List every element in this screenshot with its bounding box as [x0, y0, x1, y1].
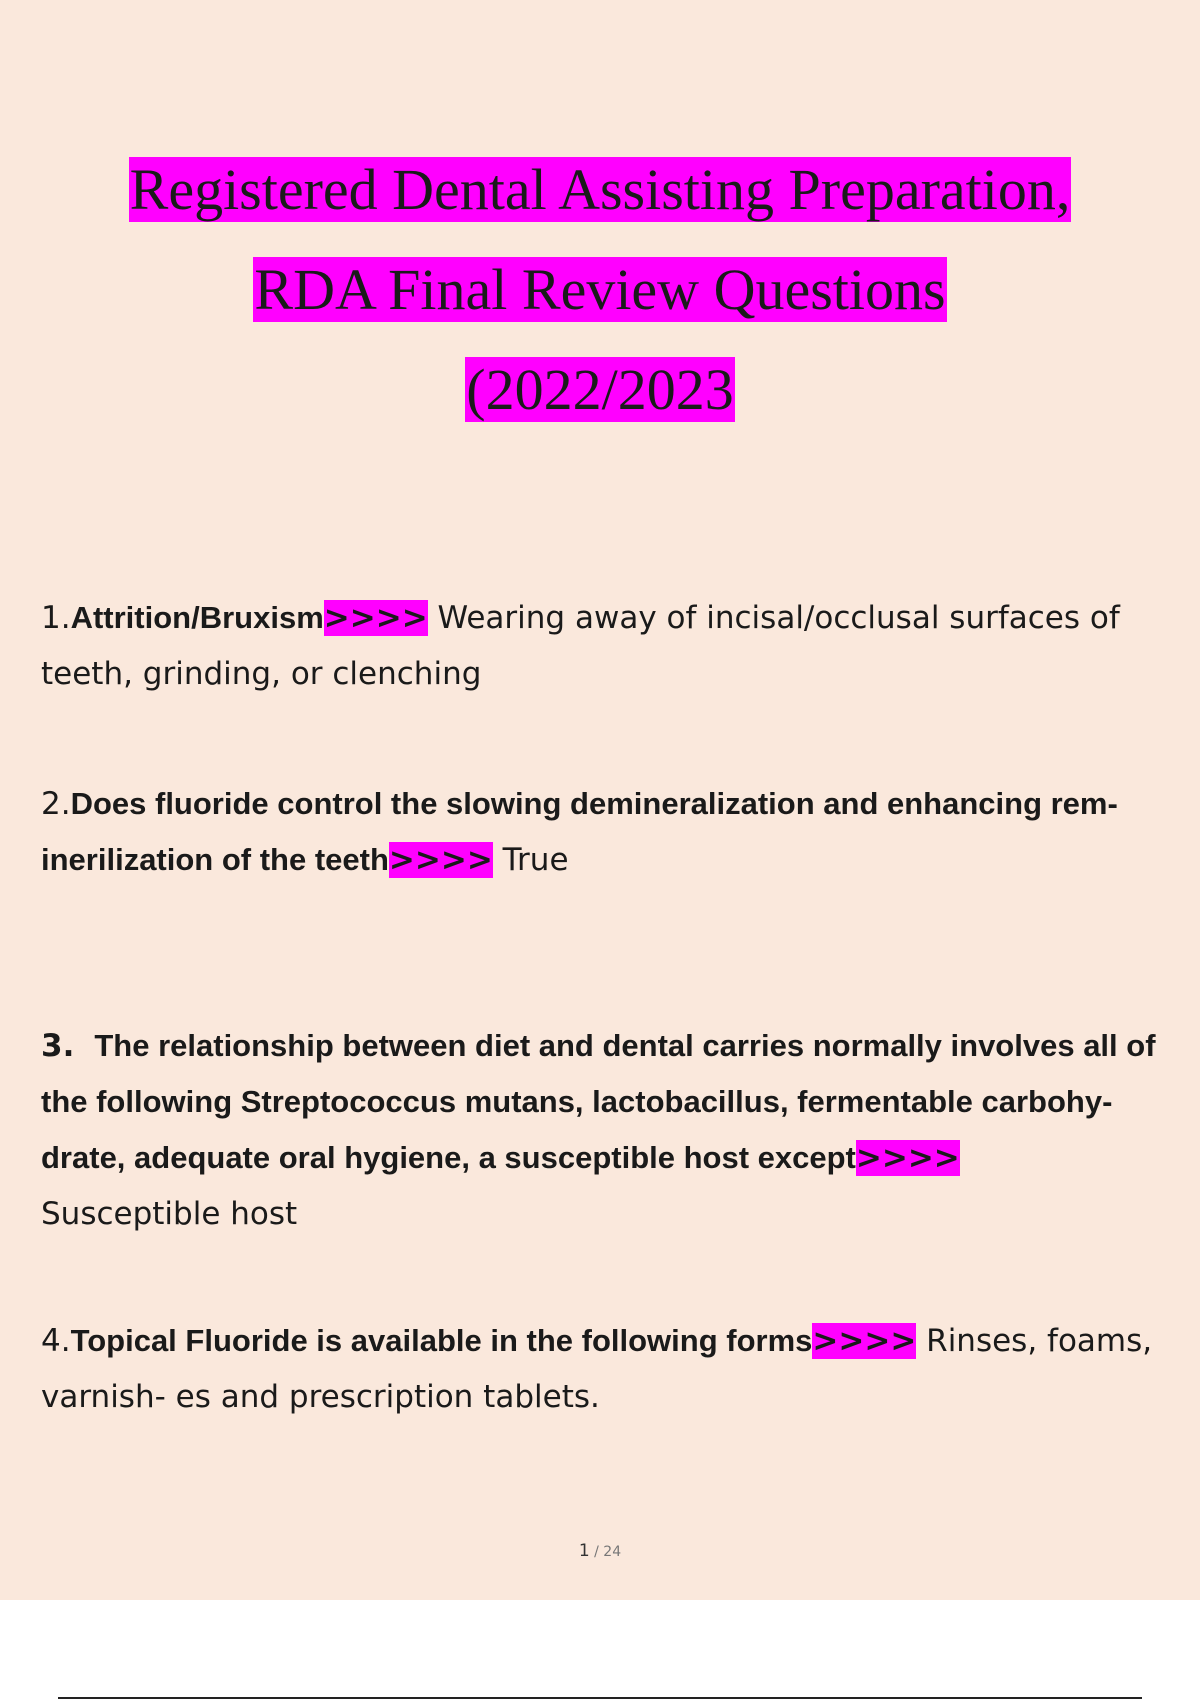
- footer-divider: [58, 1697, 1142, 1699]
- question-number: 1.: [41, 600, 71, 636]
- title-line-1: Registered Dental Assisting Preparation,: [129, 157, 1071, 222]
- answer-arrow: >>>>: [812, 1323, 917, 1359]
- answer-text: Susceptible host: [41, 1196, 298, 1232]
- question-number: 3.: [41, 1028, 75, 1064]
- question-item: [41, 1313, 1171, 1425]
- title-line-3: (2022/2023: [466, 357, 734, 422]
- question-text: The relationship between diet and dental carries normally involves all of the following Streptococcus mutans, lactobacillus, fermentable carbohy- drate, adequate oral hygiene, a susceptible host except: [41, 1028, 1156, 1175]
- question-number: 4.: [41, 1323, 71, 1359]
- question-number: 2.: [41, 786, 71, 822]
- question-text: Does fluoride control the slowing demineralization and enhancing rem- inerilization of the teeth: [41, 786, 1118, 877]
- page-total: / 24: [589, 1544, 622, 1560]
- question-text: Topical Fluoride is available in the following forms: [70, 1323, 813, 1358]
- answer-text: True: [492, 842, 569, 878]
- answer-arrow: >>>>: [388, 842, 493, 878]
- question-item: [41, 776, 1171, 888]
- page-current: 1: [578, 1541, 590, 1561]
- question-text: Attrition/Bruxism: [70, 600, 324, 635]
- answer-arrow: >>>>: [855, 1140, 960, 1176]
- answer-text: Rinses, foams, varnish- es and prescription tablets.: [41, 1323, 1153, 1415]
- title-line-2: RDA Final Review Questions: [254, 257, 946, 322]
- document-title: [0, 140, 1200, 440]
- question-item: [41, 1018, 1171, 1242]
- question-item: [41, 590, 1171, 702]
- answer-text: Wearing away of incisal/occlusal surfaces of teeth, grinding, or clenching: [41, 600, 1120, 692]
- page-number: [0, 1541, 1200, 1561]
- answer-arrow: >>>>: [323, 600, 428, 636]
